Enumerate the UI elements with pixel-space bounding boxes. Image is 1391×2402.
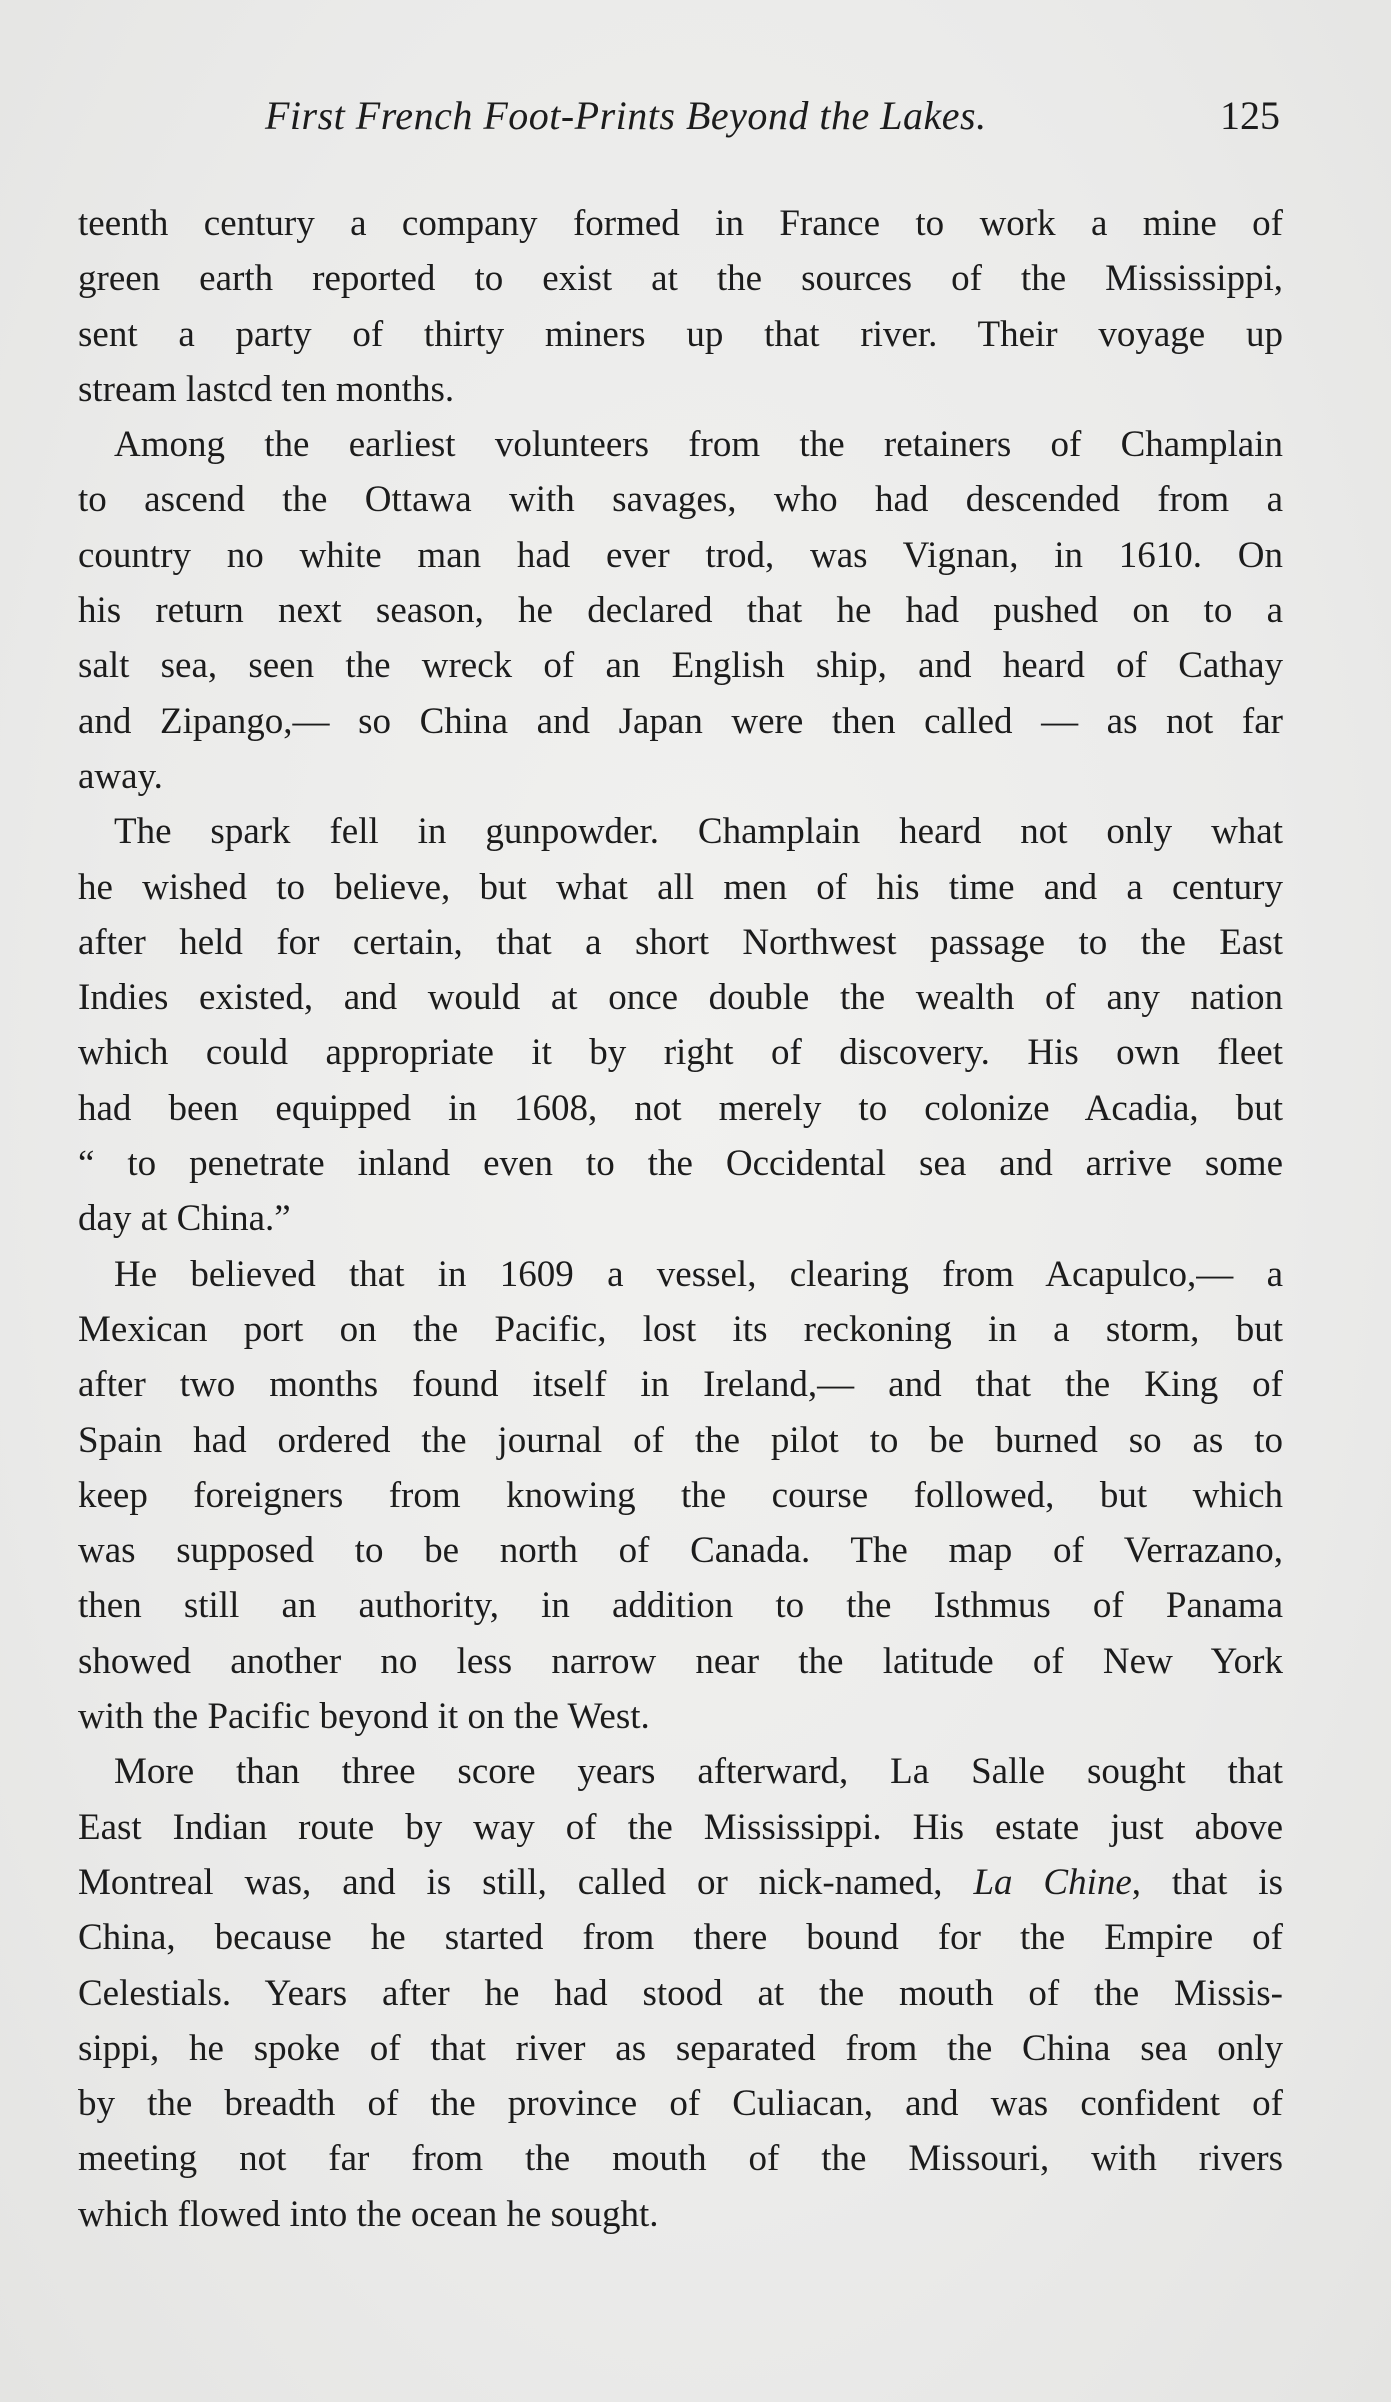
text-line: Mexican port on the Pacific, lost its reckoning in a storm, but <box>78 1308 1283 1350</box>
running-title: First French Foot-Prints Beyond the Lakes. <box>265 93 987 138</box>
text-line: his return next season, he declared that he had pushed on to a <box>78 590 1283 632</box>
page-header <box>265 92 1280 152</box>
text-segment: , that is <box>1131 1861 1283 1903</box>
text-line: More than three score years afterward, La Salle sought that <box>114 1751 1283 1793</box>
text-line: he wished to believe, but what all men of his time and a century <box>78 866 1283 908</box>
text-line: keep foreigners from knowing the course followed, but which <box>78 1474 1283 1516</box>
body-text <box>78 196 1283 2242</box>
text-line: after held for certain, that a short Northwest passage to the East <box>78 921 1283 963</box>
text-line-with-italic <box>78 1855 1283 1910</box>
text-line: Indies existed, and would at once double the wealth of any nation <box>78 977 1283 1019</box>
text-line: sippi, he spoke of that river as separated from the China sea only <box>78 2027 1283 2069</box>
text-line: was supposed to be north of Canada. The map of Verrazano, <box>78 1530 1283 1572</box>
page-number: 125 <box>1220 93 1280 138</box>
text-line: by the breadth of the province of Culiacan, and was confident of <box>78 2083 1283 2125</box>
text-line: sent a party of thirty miners up that river. Their voyage up <box>78 313 1283 355</box>
text-line: then still an authority, in addition to the Isthmus of Panama <box>78 1585 1283 1627</box>
text-line: China, because he started from there bound for the Empire of <box>78 1917 1283 1959</box>
text-line: day at China.” <box>78 1198 291 1240</box>
paragraph-2 <box>78 417 1283 804</box>
text-line: meeting not far from the mouth of the Missouri, with rivers <box>78 2138 1283 2180</box>
paragraph-4 <box>78 1247 1283 1745</box>
text-line: after two months found itself in Ireland,— and that the King of <box>78 1364 1283 1406</box>
text-line: had been equipped in 1608, not merely to colonize Acadia, but <box>78 1087 1283 1129</box>
text-line: which could appropriate it by right of discovery. His own fleet <box>78 1032 1283 1074</box>
text-line: Celestials. Years after he had stood at the mouth of the Missis- <box>78 1972 1283 2014</box>
text-segment: Montreal was, and is still, called or nick-named, <box>78 1861 974 1903</box>
paragraph-1 <box>78 196 1283 417</box>
text-line: away. <box>78 755 163 797</box>
text-line: green earth reported to exist at the sources of the Mississippi, <box>78 258 1283 300</box>
text-line: Spain had ordered the journal of the pilot to be burned so as to <box>78 1419 1283 1461</box>
text-line: to ascend the Ottawa with savages, who had descended from a <box>78 479 1283 521</box>
text-line: country no white man had ever trod, was Vignan, in 1610. On <box>78 534 1283 576</box>
text-line: The spark fell in gunpowder. Champlain heard not only what <box>114 811 1283 853</box>
text-line: East Indian route by way of the Mississippi. His estate just above <box>78 1806 1283 1848</box>
text-line: stream lastcd ten months. <box>78 368 455 410</box>
paragraph-3 <box>78 804 1283 1246</box>
text-line: showed another no less narrow near the latitude of New York <box>78 1640 1283 1682</box>
text-line: salt sea, seen the wreck of an English ship, and heard of Cathay <box>78 645 1283 687</box>
text-line: He believed that in 1609 a vessel, clearing from Acapulco,— a <box>114 1253 1283 1295</box>
text-line: Among the earliest volunteers from the retainers of Champlain <box>114 424 1283 466</box>
text-line: and Zipango,— so China and Japan were then called — as not far <box>78 700 1283 742</box>
italic-phrase: La Chine <box>973 1861 1132 1903</box>
text-line: which flowed into the ocean he sought. <box>78 2193 659 2235</box>
text-line: with the Pacific beyond it on the West. <box>78 1696 650 1738</box>
text-line: teenth century a company formed in France to work a mine of <box>78 203 1283 244</box>
paragraph-5 <box>78 1744 1283 2242</box>
text-line: “ to penetrate inland even to the Occidental sea and arrive some <box>78 1143 1283 1185</box>
